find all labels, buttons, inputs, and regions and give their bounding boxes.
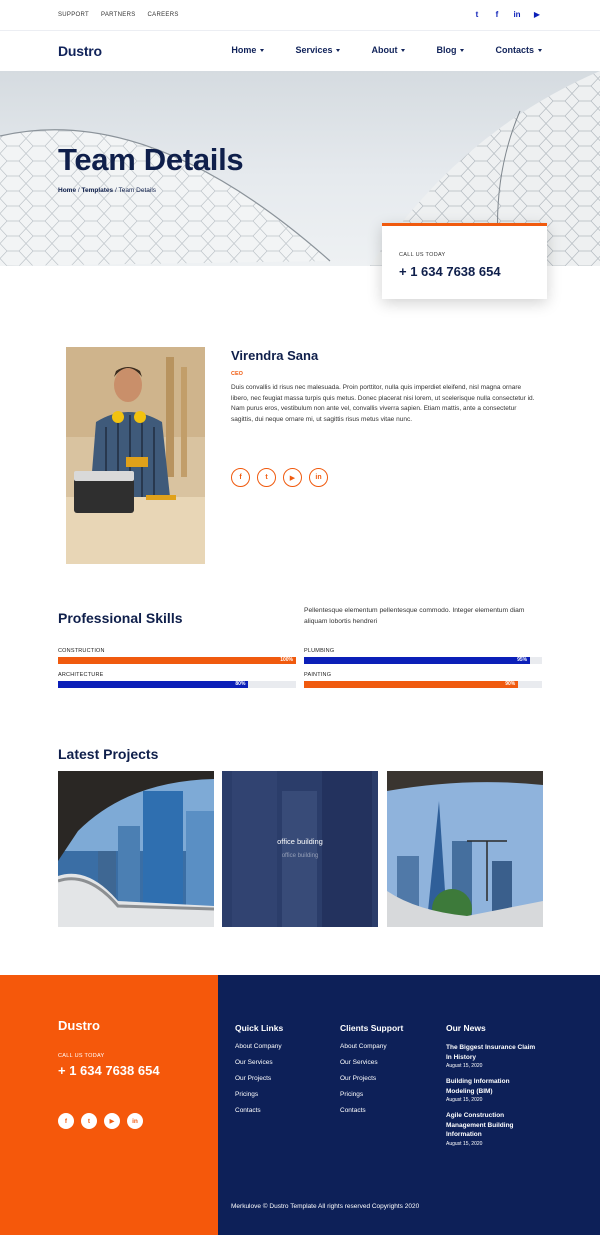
logo-text: Dustro <box>58 43 102 59</box>
facebook-icon[interactable]: f <box>495 9 499 19</box>
skills-text: Pellentesque elementum pellentesque commodo. Integer elementum diam aliquam lobortis hendreri <box>304 607 525 625</box>
linkedin-icon[interactable]: in <box>309 468 328 487</box>
skill-label: PAINTING <box>304 672 332 678</box>
chevron-down-icon <box>538 49 542 52</box>
linkedin-icon[interactable]: in <box>513 9 521 19</box>
project-card[interactable] <box>58 771 214 927</box>
skill-percent: 95% <box>517 657 528 663</box>
facebook-icon[interactable]: f <box>58 1113 74 1129</box>
nav-item-home[interactable] <box>231 45 264 55</box>
copyright: Merkulove © Dustro Template All rights reserved Copyrights 2020 <box>231 1203 420 1210</box>
chevron-down-icon <box>460 49 464 52</box>
nav-label: Blog <box>436 45 457 55</box>
footer-link[interactable]: Contacts <box>235 1107 261 1114</box>
project-image <box>387 771 543 927</box>
youtube-icon[interactable]: ▶ <box>283 468 302 487</box>
footer-social <box>58 1113 143 1129</box>
footer-phone[interactable]: + 1 634 7638 654 <box>58 1063 160 1078</box>
project-image <box>58 771 214 927</box>
skill-construction <box>58 648 296 664</box>
top-social <box>472 9 542 19</box>
news-item[interactable] <box>446 1077 536 1103</box>
top-link-support[interactable]: SUPPORT <box>58 12 89 18</box>
footer-news <box>446 1023 536 1155</box>
projects-title: Latest Projects <box>58 746 159 762</box>
nav-item-about[interactable] <box>371 45 405 55</box>
twitter-icon[interactable]: t <box>475 9 479 19</box>
project-card[interactable] <box>387 771 543 927</box>
top-link-careers[interactable]: CAREERS <box>147 12 179 18</box>
nav-menu <box>231 45 542 55</box>
chevron-down-icon <box>260 49 264 52</box>
skill-percent: 90% <box>505 681 516 687</box>
linkedin-icon[interactable]: in <box>127 1113 143 1129</box>
skills-title: Professional Skills <box>58 610 183 626</box>
footer-quick-links <box>235 1023 283 1123</box>
news-title[interactable]: Agile Construction Management Building Information <box>446 1112 514 1138</box>
member-role: CEO <box>231 371 243 377</box>
skill-percent: 80% <box>235 681 246 687</box>
breadcrumb-templates[interactable]: Templates <box>81 187 114 194</box>
page-title: Team Details <box>58 142 244 177</box>
footer-clients-support <box>340 1023 403 1123</box>
footer-col-title: Our News <box>446 1023 486 1033</box>
footer-link[interactable]: Contacts <box>340 1107 366 1114</box>
footer-col-title: Quick Links <box>235 1023 284 1033</box>
skill-fill <box>58 657 296 664</box>
news-title[interactable]: The Biggest Insurance Claim In History <box>446 1044 536 1061</box>
project-caption: office building <box>277 837 323 846</box>
call-us-card <box>382 223 547 299</box>
member-name: Virendra Sana <box>231 348 319 363</box>
twitter-icon[interactable]: t <box>81 1113 97 1129</box>
skill-track <box>58 657 296 664</box>
chevron-down-icon <box>336 49 340 52</box>
skill-track <box>58 681 296 688</box>
breadcrumb-current: Team Details <box>118 187 157 194</box>
skill-fill <box>58 681 248 688</box>
nav-label: Contacts <box>495 45 534 55</box>
footer-link[interactable]: Our Projects <box>235 1075 272 1082</box>
skill-label: CONSTRUCTION <box>58 648 105 654</box>
facebook-icon[interactable]: f <box>231 468 250 487</box>
breadcrumb <box>58 187 156 194</box>
skill-label: ARCHITECTURE <box>58 672 104 678</box>
skill-percent: 100% <box>280 657 293 663</box>
skill-track <box>304 681 542 688</box>
twitter-icon[interactable]: t <box>257 468 276 487</box>
chevron-down-icon <box>401 49 405 52</box>
nav-item-services[interactable] <box>295 45 340 55</box>
news-title[interactable]: Building Information Modeling (BIM) <box>446 1078 510 1095</box>
news-item[interactable] <box>446 1043 536 1069</box>
skill-architecture <box>58 672 296 688</box>
nav-label: About <box>371 45 398 55</box>
footer-contact-panel <box>0 975 218 1235</box>
breadcrumb-separator: / <box>76 187 82 194</box>
skill-fill <box>304 681 518 688</box>
footer-link[interactable]: About Company <box>235 1043 282 1050</box>
top-bar <box>0 0 600 31</box>
footer-call-label: CALL US TODAY <box>58 1053 105 1059</box>
nav-item-contacts[interactable] <box>495 45 542 55</box>
nav-label: Services <box>295 45 333 55</box>
footer-link[interactable]: Our Services <box>340 1059 378 1066</box>
news-date: August 15, 2020 <box>446 1063 483 1069</box>
skill-track <box>304 657 542 664</box>
main-nav <box>0 31 600 71</box>
youtube-icon[interactable]: ▶ <box>533 9 541 19</box>
skill-label: PLUMBING <box>304 648 335 654</box>
footer-link[interactable]: Our Services <box>235 1059 273 1066</box>
project-image <box>222 771 378 927</box>
top-link-partners[interactable]: PARTNERS <box>101 12 136 18</box>
breadcrumb-separator: / <box>113 187 119 194</box>
footer-col-title: Clients Support <box>340 1023 404 1033</box>
skill-plumbing <box>304 648 542 664</box>
call-phone[interactable]: + 1 634 7638 654 <box>399 264 501 279</box>
call-label: CALL US TODAY <box>399 252 446 258</box>
project-card-hover[interactable] <box>222 771 378 927</box>
breadcrumb-home[interactable]: Home <box>58 187 77 194</box>
footer-link[interactable]: Pricings <box>340 1091 364 1098</box>
footer-link[interactable]: Pricings <box>235 1091 259 1098</box>
footer-logo[interactable]: Dustro <box>58 1018 100 1033</box>
member-bio: Duis convallis id risus nec malesuada. Proin porttitor, nulla quis imperdiet eleifend, nisl magna ornare libero, nec feugiat massa turpis quis metus. Donec placerat nisi lorem, ut scelerisque nulla consectetur id. Nam purus eros, vestibulum non ante vel, convallis viverra sapien. Etiam mattis, ante a consectetur sagittis, dui neque ornare mi, ut sagittis risus metus vitae nunc. <box>231 384 535 423</box>
project-subcaption: office building <box>281 853 319 859</box>
news-item[interactable] <box>446 1111 536 1147</box>
nav-item-blog[interactable] <box>436 45 464 55</box>
skill-fill <box>304 657 530 664</box>
site-logo[interactable] <box>58 43 102 59</box>
member-photo <box>66 347 205 564</box>
nav-label: Home <box>231 45 257 55</box>
footer-link[interactable]: About Company <box>340 1043 387 1050</box>
skill-painting <box>304 672 542 688</box>
news-date: August 15, 2020 <box>446 1097 483 1103</box>
top-links <box>58 12 179 18</box>
worker-photo <box>66 347 205 564</box>
youtube-icon[interactable]: ▶ <box>104 1113 120 1129</box>
member-social <box>231 468 328 487</box>
footer-link[interactable]: Our Projects <box>340 1075 377 1082</box>
news-date: August 15, 2020 <box>446 1140 483 1147</box>
